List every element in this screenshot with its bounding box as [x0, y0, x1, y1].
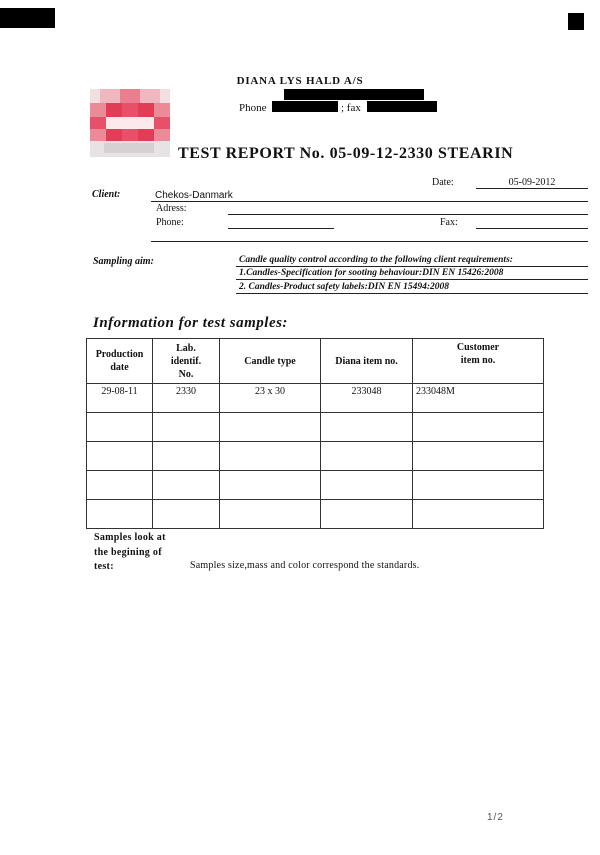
table-cell — [220, 471, 321, 500]
sampling-line-1-underline — [236, 266, 588, 267]
table-row — [87, 500, 544, 529]
report-title: TEST REPORT No. 05-09-12-2330 STEARIN — [178, 145, 514, 162]
company-logo — [90, 89, 170, 157]
redaction-phone — [272, 101, 338, 112]
table-cell: 2330 — [153, 384, 220, 413]
client-phone-label: Phone: — [156, 217, 184, 228]
table-cell — [153, 471, 220, 500]
redaction-address — [284, 89, 424, 100]
table-cell: 29-08-11 — [87, 384, 153, 413]
table-cell — [321, 413, 413, 442]
sampling-line-1: Candle quality control according to the following client requirements: — [239, 255, 513, 265]
client-bottom-line — [151, 241, 588, 242]
client-name: Chekos-Danmark — [155, 190, 233, 201]
table-cell — [321, 500, 413, 529]
sampling-line-3: 2. Candles-Product safety labels:DIN EN 15494:2008 — [239, 282, 450, 292]
page-number: 1/2 — [487, 812, 504, 823]
samples-look-text: Samples size,mass and color correspond the standards. — [190, 560, 420, 571]
header-production-date: Production date — [87, 339, 153, 384]
header-diana-item-no: Diana item no. — [321, 339, 413, 384]
samples-look-label-line: Samples look at — [94, 532, 166, 543]
sampling-line-3-underline — [236, 293, 588, 294]
phone-label: Phone — [239, 102, 267, 114]
sampling-line-2: 1.Candles-Specification for sooting behaviour:DIN EN 15426:2008 — [239, 268, 504, 278]
redaction-fax — [367, 101, 437, 112]
table-header-row — [87, 339, 544, 384]
table-cell — [153, 442, 220, 471]
samples-table — [86, 338, 544, 529]
table-cell — [321, 442, 413, 471]
client-address-label: Adress: — [156, 203, 187, 214]
client-phone-line — [228, 228, 334, 229]
table-row — [87, 384, 544, 413]
date-underline — [476, 188, 588, 189]
redaction-top-right — [568, 13, 584, 30]
client-name-line — [151, 201, 588, 202]
table-cell — [153, 413, 220, 442]
table-cell — [153, 500, 220, 529]
phone-row — [239, 101, 437, 114]
table-cell: 233048M — [413, 384, 544, 413]
date-value: 05-09-2012 — [508, 177, 556, 188]
company-name: DIANA LYS HALD A/S — [236, 75, 364, 87]
table-cell — [413, 442, 544, 471]
client-address-line — [228, 214, 588, 215]
client-label: Client: — [92, 189, 121, 200]
table-row — [87, 471, 544, 500]
header-candle-type: Candle type — [220, 339, 321, 384]
table-cell — [220, 413, 321, 442]
sampling-aim-label: Sampling aim: — [93, 256, 154, 267]
client-fax-line — [476, 228, 588, 229]
header-lab-identif: Lab. identif. No. — [153, 339, 220, 384]
samples-look-label — [94, 531, 166, 575]
sampling-line-2-underline — [236, 279, 588, 280]
table-cell — [87, 442, 153, 471]
date-label: Date: — [432, 177, 454, 188]
table-cell — [87, 413, 153, 442]
table-cell — [413, 413, 544, 442]
table-cell — [413, 500, 544, 529]
table-row — [87, 413, 544, 442]
client-fax-label: Fax: — [440, 217, 458, 228]
table-cell — [321, 471, 413, 500]
redaction-top-left — [0, 8, 55, 28]
samples-look-label-line: test: — [94, 561, 114, 572]
table-cell: 23 x 30 — [220, 384, 321, 413]
table-cell: 233048 — [321, 384, 413, 413]
samples-look-label-line: the begining of — [94, 546, 162, 558]
table-cell — [220, 500, 321, 529]
info-section-title: Information for test samples: — [93, 315, 288, 331]
table-cell — [220, 442, 321, 471]
table-cell — [87, 500, 153, 529]
fax-label: ; fax — [341, 102, 361, 114]
table-cell — [87, 471, 153, 500]
table-cell — [413, 471, 544, 500]
header-customer-item-no: Customer item no. — [413, 339, 544, 384]
table-row — [87, 442, 544, 471]
